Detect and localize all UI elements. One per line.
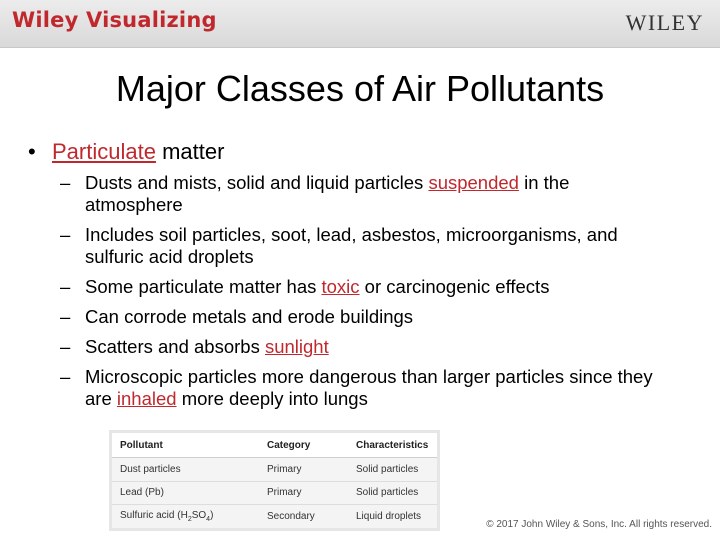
formula-part: ) [210,509,214,521]
keyword-sunlight: sunlight [264,336,329,357]
bullet-dot: • [28,139,36,164]
cell-characteristics: Solid particles [348,458,437,481]
keyword-particulate: Particulate [52,139,156,164]
cell-characteristics: Liquid droplets [356,510,422,522]
brand-logo-text: Wiley Visualizing [12,8,217,32]
sub-bullet-toxic [60,276,660,298]
table-row [112,458,437,481]
sub-bullet-text: or carcinogenic effects [359,276,550,297]
cell-pollutant [112,504,259,528]
main-bullet-rest: matter [155,139,225,164]
cell-pollutant: Lead (Pb) [112,481,259,504]
sub-bullet-includes [60,224,660,268]
cell-category: Primary [259,458,348,481]
sub-bullet-text: in the atmosphere [85,172,570,215]
sub-bullet-text: Includes soil particles, soot, lead, asbestos, microorganisms, and sulfuric acid droplets [85,224,618,267]
formula-part: SO [191,509,207,521]
dash-marker: – [60,224,71,245]
sub-bullet-list [60,172,660,410]
pollutant-table [112,433,437,528]
sub-bullet-inhaled [60,366,660,410]
header-bar [0,0,720,48]
dash-marker: – [60,336,71,357]
sub-bullet-text: Microscopic particles more dangerous than larger particles since they are [85,366,653,409]
table-row [112,481,437,504]
column-header-pollutant: Pollutant [112,433,259,458]
sub-bullet-text: Some particulate matter has [85,276,322,297]
copyright-notice: © 2017 John Wiley & Sons, Inc. All rights reserved. [486,519,712,530]
cell-pollutant: Dust particles [112,458,259,481]
column-header-category: Category [259,433,348,458]
sub-bullet-corrode [60,306,660,328]
dash-marker: – [60,172,71,193]
cell-category: Secondary [267,510,315,522]
sub-bullet-text: Can corrode metals and erode buildings [85,306,414,327]
main-bullet [28,138,224,166]
cell-category: Primary [259,481,348,504]
dash-marker: – [60,276,71,297]
sub-bullet-text: Dusts and mists, solid and liquid particles [85,172,429,193]
sub-bullet-sunlight [60,336,660,358]
keyword-suspended: suspended [428,172,519,193]
sub-bullet-text: Scatters and absorbs [85,336,265,357]
keyword-toxic: toxic [321,276,360,297]
formula-subscript: 2 [187,515,192,523]
table-header-row [112,433,437,458]
keyword-inhaled: inhaled [116,388,177,409]
formula-part: Sulfuric acid (H [120,509,188,521]
dash-marker: – [60,306,71,327]
sub-bullet-suspended [60,172,660,216]
slide-title: Major Classes of Air Pollutants [115,68,605,109]
table-row [112,504,437,528]
sub-bullet-text: more deeply into lungs [176,388,368,409]
publisher-logo-text: WILEY [625,10,704,35]
formula-subscript: 4 [206,515,211,523]
cell-characteristics: Solid particles [348,481,437,504]
dash-marker: – [60,366,71,387]
column-header-characteristics: Characteristics [348,433,437,458]
